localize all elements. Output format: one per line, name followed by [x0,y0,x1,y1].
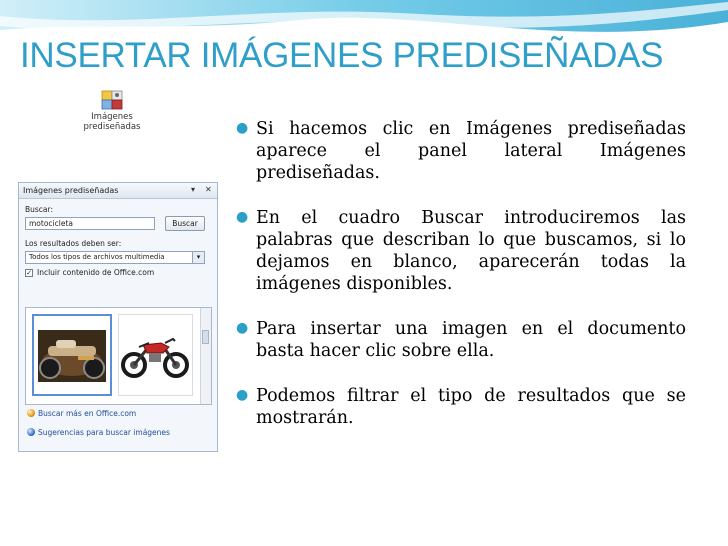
search-input[interactable]: motocicleta [25,217,155,230]
results-area [25,307,212,405]
bullet-marker-icon: ● [236,120,249,136]
search-label: Buscar: [25,205,54,214]
result-thumbnail-motorcycle-clipart[interactable] [118,314,193,396]
result-thumbnail-motorcycle-photo[interactable] [32,314,112,396]
bullet-item [234,118,686,184]
ribbon-label-line2: prediseñadas [83,122,141,132]
help-icon [27,428,35,436]
results-scrollbar[interactable] [200,308,211,404]
search-button[interactable]: Buscar [165,216,205,231]
results-label: Los resultados deben ser: [25,239,122,248]
clipart-icon [101,90,123,110]
ribbon-label-line1: Imágenes [91,112,133,122]
link-search-tips-label: Sugerencias para buscar imágenes [38,428,170,437]
link-more-office[interactable] [27,409,136,418]
results-type-select[interactable] [25,251,205,264]
bullet-list [234,118,686,429]
results-select-value: Todos los tipos de archivos multimedia [29,253,165,261]
link-more-office-label: Buscar más en Office.com [38,409,137,418]
bullet-text: Para insertar una imagen en el documento basta hacer clic sobre ella. [256,319,686,361]
scrollbar-thumb[interactable] [202,330,209,344]
clipart-panel [18,182,218,452]
slide-title: INSERTAR IMÁGENES PREDISEÑADAS [20,36,664,75]
clipart-ribbon-button[interactable] [80,90,144,146]
include-office-label: Incluir contenido de Office.com [37,268,155,277]
bullet-text: Podemos filtrar el tipo de resultados que se mostrarán. [256,386,686,428]
link-search-tips[interactable] [27,428,170,437]
panel-header [19,183,217,199]
bullet-item [234,318,686,362]
bullet-text: Si hacemos clic en Imágenes prediseñadas aparece el panel lateral Imágenes prediseñadas. [256,119,686,183]
bullet-marker-icon: ● [236,320,249,336]
dropdown-arrow-icon[interactable]: ▾ [191,185,196,194]
checkbox-icon[interactable]: ✓ [26,269,32,277]
bullet-item [234,207,686,295]
panel-title: Imágenes prediseñadas [23,186,119,195]
chevron-down-icon[interactable]: ▾ [192,252,204,263]
bullet-marker-icon: ● [236,209,249,225]
bullet-text: En el cuadro Buscar introduciremos las palabras que describan lo que buscamos, si lo dejamos en blanco, aparecerán todas la imágenes disponibles. [256,208,686,294]
close-icon[interactable]: ✕ [205,185,212,194]
office-globe-icon [27,409,35,417]
bullet-item [234,385,686,429]
bullet-marker-icon: ● [236,387,249,403]
